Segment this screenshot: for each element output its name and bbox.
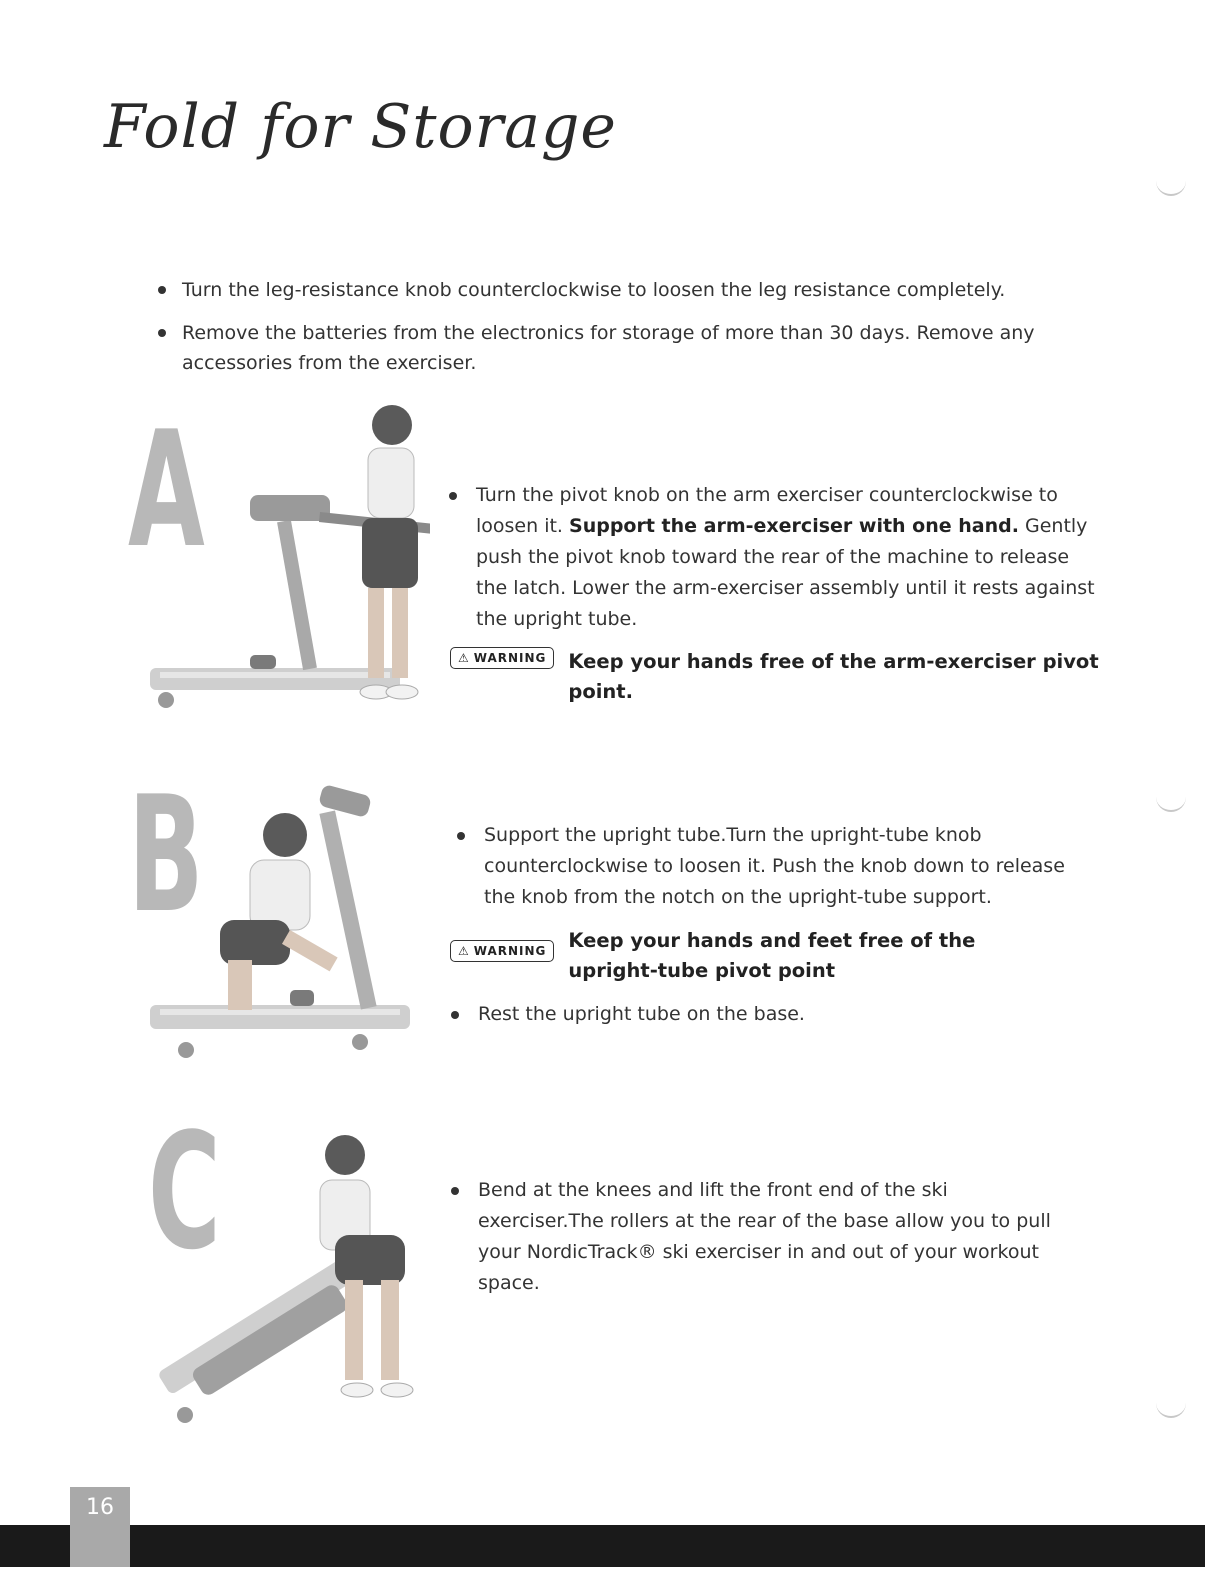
page-title: Fold for Storage: [104, 92, 617, 162]
step-letter-a: A: [128, 396, 205, 583]
intro-bullet-text: Remove the batteries from the electronics for storage of more than 30 days. Remove any accessories from the exerciser.: [182, 322, 1035, 374]
footer-bar: [0, 1525, 1205, 1567]
step-a-text-part: Turn the pivot knob on the arm exerciser counterclockwise to loosen it.: [476, 484, 1058, 537]
intro-bullet: [182, 275, 1082, 305]
step-c-text: [478, 1175, 1078, 1299]
binder-mark: [1156, 796, 1186, 812]
bullet-dot: [449, 492, 457, 500]
warning-label: WARNING: [473, 651, 547, 665]
warning-badge: [450, 940, 554, 962]
step-letter-c: C: [148, 1098, 221, 1285]
bullet-dot: [451, 1187, 459, 1195]
step-a-text-part: Gently push the pivot knob toward the rear of the machine to release the latch. Lower the arm-exerciser assembly until it rests against the upright tube.: [476, 515, 1095, 630]
warning-icon: ⚠: [458, 944, 470, 958]
step-c-photo: [145, 1125, 435, 1435]
step-b-text: [484, 820, 1084, 913]
binder-mark: [1156, 1402, 1186, 1418]
step-b-text-body: Support the upright tube.Turn the upright-tube knob counterclockwise to loosen it. Push the knob down to release the knob from the notch on the upright-tube support.: [484, 824, 1065, 908]
step-b-photo: [140, 780, 430, 1080]
warning-icon: ⚠: [458, 651, 470, 665]
step-a-photo: [140, 400, 430, 720]
bullet-dot: [158, 329, 166, 337]
page-number: 16: [70, 1487, 130, 1567]
step-a-text: [476, 480, 1096, 635]
warning-badge: [450, 647, 554, 669]
bullet-dot: [457, 832, 465, 840]
step-b-extra-text: Rest the upright tube on the base.: [478, 1003, 805, 1025]
warning-text: Keep your hands and feet free of the upright-tube pivot point: [568, 929, 976, 982]
step-c-text-body: Bend at the knees and lift the front end of the ski exerciser.The rollers at the rear of the base allow you to pull your NordicTrack® ski exerciser in and out of your workout space.: [478, 1179, 1051, 1294]
warning-a: [450, 647, 1128, 707]
binder-mark: [1156, 180, 1186, 196]
step-a-bold-text: Support the arm-exerciser with one hand.: [569, 515, 1019, 537]
step-b-extra: [478, 999, 1078, 1030]
bullet-dot: [158, 286, 166, 294]
intro-bullet: [182, 318, 1042, 378]
step-letter-b: B: [128, 761, 204, 948]
bullet-dot: [451, 1011, 459, 1019]
intro-bullet-text: Turn the leg-resistance knob counterclockwise to loosen the leg resistance completely.: [182, 279, 1006, 301]
warning-label: WARNING: [473, 944, 547, 958]
warning-b: [450, 926, 1068, 986]
warning-text: Keep your hands free of the arm-exerciser pivot point.: [568, 650, 1099, 703]
